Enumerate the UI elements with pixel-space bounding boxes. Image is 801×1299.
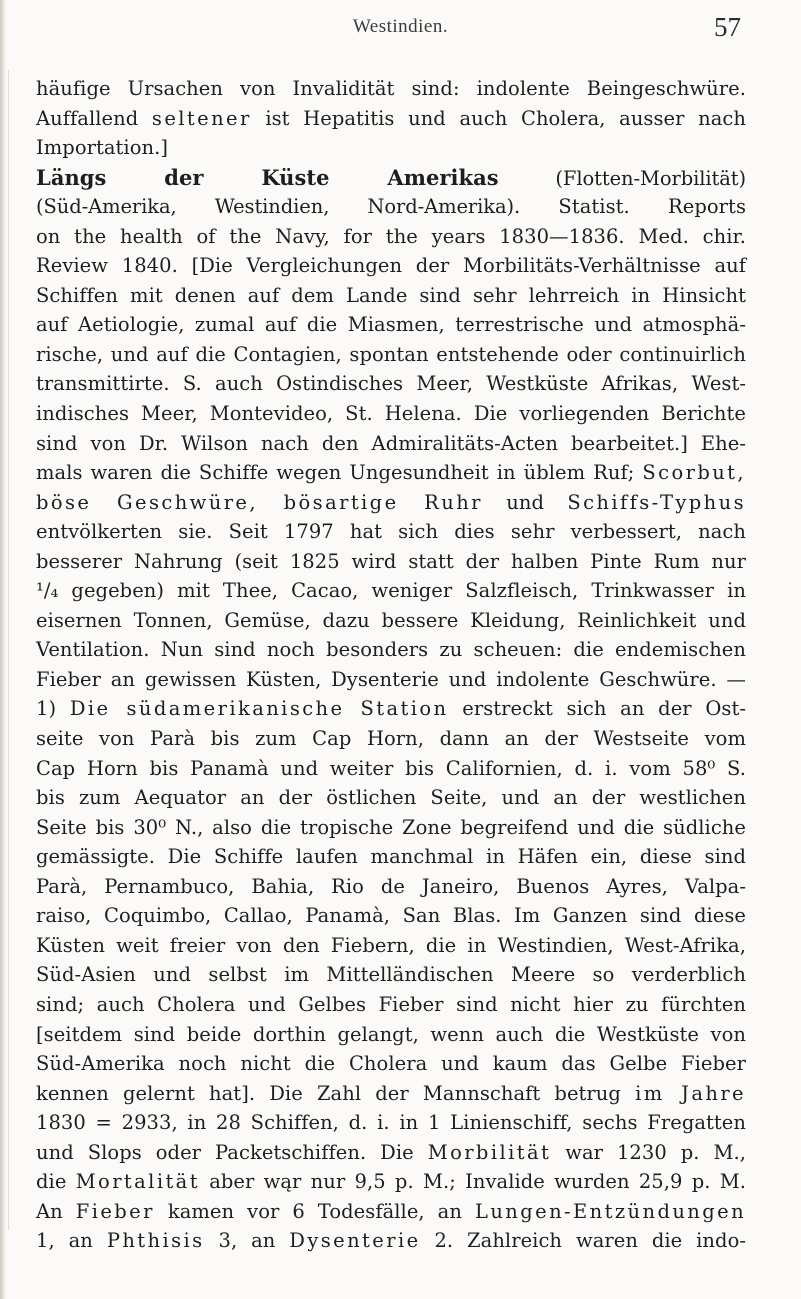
text-span: Auffallend <box>36 106 139 130</box>
spaced-emphasis: Die südamerikanische Station <box>69 697 449 721</box>
text-line <box>36 163 746 193</box>
text-line: Parà, Pernambuco, Bahia, Rio de Janeiro, Buenos Ayres, Valpa- <box>36 874 746 898</box>
text-line: Seite bis 30⁰ N., also die tropische Zone begreifend und die südliche <box>36 815 746 839</box>
text-line: Review 1840. [Die Vergleichungen der Morbilitäts-Verhältnisse auf <box>36 254 746 278</box>
spaced-emphasis: seltener <box>151 106 252 130</box>
text-line: Fieber an gewissen Küsten, Dysenterie und indolente Geschwüre. — <box>36 667 746 691</box>
spaced-emphasis: Dysenterie <box>289 1229 421 1253</box>
text-span: An <box>36 1199 63 1223</box>
text-line: Importation.] <box>36 136 169 160</box>
text-line: raiso, Coquimbo, Callao, Panamà, San Blas. Im Ganzen sind diese <box>36 904 746 928</box>
spaced-emphasis: (Süd-Amerika, Westindien, Nord-Amerika). <box>36 195 521 219</box>
running-header <box>0 10 801 54</box>
spaced-emphasis: (Flotten-Morbilität) <box>555 166 746 190</box>
text-line: rische, und auf die Contagien, spontan entstehende oder continuirlich <box>36 342 746 366</box>
text-line: Schiffen mit denen auf dem Lande sind sehr lehrreich in Hinsicht <box>36 283 746 307</box>
text-span: 3, an <box>218 1229 276 1253</box>
text-line <box>36 1226 746 1256</box>
text-line: on the health of the Navy, for the years 1830—1836. Med. chir. <box>36 224 746 248</box>
running-title: Westindien. <box>352 16 449 37</box>
text-span: 2. Zahlreich waren die indo- <box>434 1229 747 1253</box>
text-span: und Slops oder Packetschiffen. Die <box>36 1140 414 1164</box>
margin-line <box>8 70 9 1230</box>
spaced-emphasis: Scorbut, <box>642 461 747 485</box>
text-line <box>36 488 746 518</box>
text-line <box>36 1167 746 1197</box>
text-span: ist Hepatitis und auch Cholera, ausser nach <box>265 106 747 130</box>
page-binding-shadow <box>0 0 6 1299</box>
text-line: eisernen Tonnen, Gemüse, dazu bessere Kleidung, Reinlichkeit und <box>36 608 746 632</box>
text-line: [seitdem sind beide dorthin gelangt, wenn auch die Westküste von <box>36 1022 746 1046</box>
text-line <box>36 104 746 134</box>
text-line: entvölkerten sie. Seit 1797 hat sich dies sehr verbessert, nach <box>36 520 746 544</box>
text-line <box>36 1197 746 1227</box>
text-line: bis zum Aequator an der östlichen Seite, und an der westlichen <box>36 786 746 810</box>
text-span: kennen gelernt hat]. Die Zahl der Mannschaft betrug <box>36 1081 621 1105</box>
body-text <box>36 74 746 1256</box>
text-line: indisches Meer, Montevideo, St. Helena. Die vorliegenden Berichte <box>36 402 746 426</box>
section-heading: Längs der Küste Amerikas <box>36 164 499 190</box>
text-span: erstreckt sich an der Ost- <box>462 697 747 721</box>
text-line: auf Aetiologie, zumal auf die Miasmen, terrestrische und atmosphä- <box>36 313 746 337</box>
text-line: gemässigte. Die Schiffe laufen manchmal in Häfen ein, diese sind <box>36 845 746 869</box>
page-number: 57 <box>714 12 741 42</box>
text-line <box>36 1079 746 1109</box>
text-span: 1, an <box>36 1229 93 1253</box>
spaced-emphasis: Morbilität <box>427 1140 552 1164</box>
text-line: Süd-Asien und selbst im Mittelländischen Meere so verderblich <box>36 963 746 987</box>
text-line: Ventilation. Nun sind noch besonders zu scheuen: die endemischen <box>36 638 746 662</box>
text-line <box>36 192 746 222</box>
text-line: seite von Parà bis zum Cap Horn, dann an der Westseite vom <box>36 727 746 751</box>
text-line: sind von Dr. Wilson nach den Admiralitäts-Acten bearbeitet.] Ehe- <box>36 431 746 455</box>
text-span: aber wąr nur 9,5 p. M.; Invalide wurden 25,9 p. M. <box>209 1170 747 1194</box>
text-span: mals waren die Schiffe wegen Ungesundheit in üblem Ruf; <box>36 461 635 485</box>
text-span: war 1230 p. M., <box>565 1140 747 1164</box>
text-span: die <box>36 1170 67 1194</box>
spaced-emphasis: böse Geschwüre, bösartige Ruhr <box>36 490 483 514</box>
text-line: besserer Nahrung (seit 1825 wird statt der halben Pinte Rum nur <box>36 549 746 573</box>
text-line <box>36 1138 746 1168</box>
spaced-emphasis: im Jahre <box>635 1081 746 1105</box>
text-line: transmittirte. S. auch Ostindisches Meer, Westküste Afrikas, West- <box>36 372 746 396</box>
text-span: Statist. Reports <box>558 195 746 219</box>
text-span: kamen vor 6 Todesfälle, an <box>167 1199 462 1223</box>
text-line: Küsten weit freier von den Fiebern, die in Westindien, West-Afrika, <box>36 933 746 957</box>
text-line <box>36 694 746 724</box>
spaced-emphasis: Lungen-Entzündungen <box>474 1199 747 1223</box>
spaced-emphasis: Phthisis <box>106 1229 205 1253</box>
spaced-emphasis: Mortalität <box>75 1170 200 1194</box>
text-span: und <box>506 490 545 514</box>
text-line: sind; auch Cholera und Gelbes Fieber sind nicht hier zu fürchten <box>36 992 746 1016</box>
text-line <box>36 458 746 488</box>
spaced-emphasis: Schiffs-Typhus <box>567 490 746 514</box>
text-line: Cap Horn bis Panamà und weiter bis Californien, d. i. vom 58⁰ S. <box>36 756 746 780</box>
text-line: 1830 = 2933, in 28 Schiffen, d. i. in 1 Linienschiff, sechs Fregatten <box>36 1111 746 1135</box>
text-span: 1) <box>36 697 57 721</box>
text-line: häufige Ursachen von Invalidität sind: indolente Beingeschwüre. <box>36 77 746 100</box>
text-line: Süd-Amerika noch nicht die Cholera und kaum das Gelbe Fieber <box>36 1052 746 1076</box>
text-line: ¹/₄ gegeben) mit Thee, Cacao, weniger Salzfleisch, Trinkwasser in <box>36 579 746 603</box>
spaced-emphasis: Fieber <box>75 1199 155 1223</box>
